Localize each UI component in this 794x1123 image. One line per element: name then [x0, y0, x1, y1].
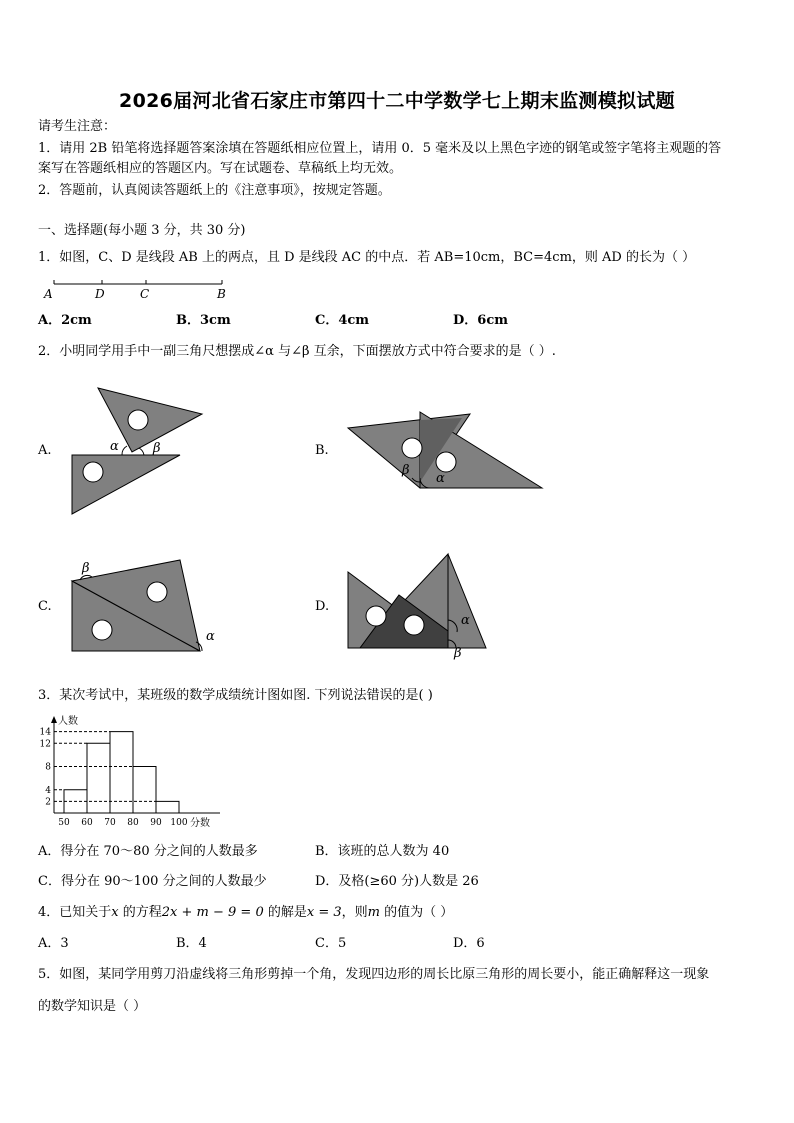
set-square-hole — [402, 438, 422, 458]
y-tick-label: 8 — [45, 762, 51, 773]
alpha-label: α — [206, 629, 215, 644]
q2-figure-d — [340, 550, 500, 660]
x-tick-label: 90 — [150, 818, 162, 828]
y-tick-label: 2 — [45, 797, 51, 808]
set-square-hole — [92, 620, 112, 640]
beta-label: β — [454, 646, 462, 660]
notice-item-1-cont: 案写在答题纸相应的答题区内。写在试题卷、草稿纸上均无效。 — [38, 161, 403, 176]
q3-histogram — [30, 712, 220, 834]
histogram-bar — [133, 767, 156, 814]
set-square-hole — [147, 582, 167, 602]
y-axis-arrow — [51, 716, 57, 723]
q4-stem-part: 4．已知关于 — [38, 905, 112, 920]
alpha-label: α — [461, 613, 470, 628]
q3-option-a: A．得分在 70～80 分之间的人数最多 — [38, 844, 258, 859]
y-tick-label: 4 — [45, 785, 51, 796]
beta-label: β — [82, 561, 90, 576]
q2-option-d-label: D. — [315, 599, 330, 614]
set-square-hole — [128, 410, 148, 430]
q4-equation: 2x + m − 9 = 0 — [161, 905, 264, 920]
q4-stem — [38, 902, 453, 924]
histogram-bar — [156, 801, 179, 813]
q2-option-b-label: B. — [315, 443, 329, 458]
x-tick-label: 100 — [170, 818, 188, 828]
x-axis-label: 分数 — [190, 818, 210, 829]
q2-option-c-label: C. — [38, 599, 52, 614]
q1-segment-figure — [38, 276, 238, 304]
q3-option-d: D．及格(≥60 分)人数是 26 — [315, 874, 479, 889]
point-label-c: C — [140, 287, 150, 301]
set-square-hole — [436, 452, 456, 472]
set-square-hole — [366, 606, 386, 626]
q2-figure-b — [340, 378, 550, 493]
q4-option-d: D．6 — [453, 936, 485, 951]
q5-stem: 5．如图，某同学用剪刀沿虚线将三角形剪掉一个角，发现四边形的周长比原三角形的周长要小，能正确解释这一现象 — [38, 967, 710, 982]
beta-label: β — [402, 463, 410, 478]
set-square-hole — [83, 462, 103, 482]
q5-stem-cont: 的数学知识是（ ） — [38, 999, 147, 1014]
q1-option-b: B．3cm — [176, 313, 231, 328]
x-tick-label: 50 — [58, 818, 70, 828]
q4-stem-part: ，则 — [341, 905, 368, 920]
q3-option-b: B．该班的总人数为 40 — [315, 844, 450, 859]
x-tick-label: 80 — [127, 818, 139, 828]
exam-title: 2026届河北省石家庄市第四十二中学数学七上期末监测模拟试题 — [119, 90, 675, 112]
q1-option-d: D．6cm — [453, 313, 508, 328]
point-label-b: B — [217, 287, 226, 301]
q1-stem: 1．如图，C、D 是线段 AB 上的两点，且 D 是线段 AC 的中点．若 AB=10cm，BC=4cm，则 AD 的长为（ ） — [38, 250, 696, 265]
q1-option-a: A．2cm — [38, 313, 92, 328]
notice-heading: 请考生注意： — [38, 119, 117, 134]
q4-stem-part: 的值为（ ） — [379, 905, 454, 920]
section-heading: 一、选择题(每小题 3 分，共 30 分) — [38, 223, 246, 238]
histogram-bar — [110, 732, 133, 813]
q4-option-c: C．5 — [315, 936, 347, 951]
alpha-label: α — [110, 439, 119, 454]
notice-item-1: 1．请用 2B 铅笔将选择题答案涂填在答题纸相应位置上，请用 0．5 毫米及以上黑色字迹的钢笔或签字笔将主观题的答 — [38, 141, 722, 156]
notice-item-2: 2．答题前，认真阅读答题纸上的《注意事项》，按规定答题。 — [38, 183, 391, 198]
q1-option-c: C．4cm — [315, 313, 370, 328]
q4-var-x: x — [111, 905, 119, 920]
x-tick-label: 60 — [81, 818, 93, 828]
alpha-label: α — [436, 471, 445, 486]
y-axis-label: 人数 — [58, 716, 78, 727]
q3-option-c: C．得分在 90～100 分之间的人数最少 — [38, 874, 267, 889]
q4-var-m: m — [367, 905, 380, 920]
q2-stem: 2．小明同学用手中一副三角尺想摆成∠α 与∠β 互余，下面摆放方式中符合要求的是（ ）. — [38, 344, 556, 359]
angle-arc — [139, 448, 144, 455]
angle-arc — [122, 446, 127, 455]
q3-stem: 3．某次考试中，某班级的数学成绩统计图如图. 下列说法错误的是( ) — [38, 688, 433, 703]
q4-option-b: B．4 — [176, 936, 207, 951]
point-label-d: D — [95, 287, 105, 301]
y-tick-label: 12 — [39, 739, 51, 750]
set-square-right-tip — [448, 554, 486, 648]
set-square-hole — [404, 615, 424, 635]
q2-figure-a — [60, 380, 220, 520]
q4-stem-part: 的方程 — [118, 905, 162, 920]
y-tick-label: 14 — [39, 727, 51, 738]
beta-label: β — [153, 441, 161, 456]
q4-stem-part: 的解是 — [263, 905, 307, 920]
q2-figure-c — [60, 556, 220, 661]
x-tick-label: 70 — [104, 818, 116, 828]
histogram-bar — [87, 743, 110, 813]
q4-option-a: A．3 — [38, 936, 69, 951]
q2-option-a-label: A. — [38, 443, 52, 458]
q4-solution: x = 3 — [306, 905, 342, 920]
point-label-a: A — [44, 287, 53, 301]
